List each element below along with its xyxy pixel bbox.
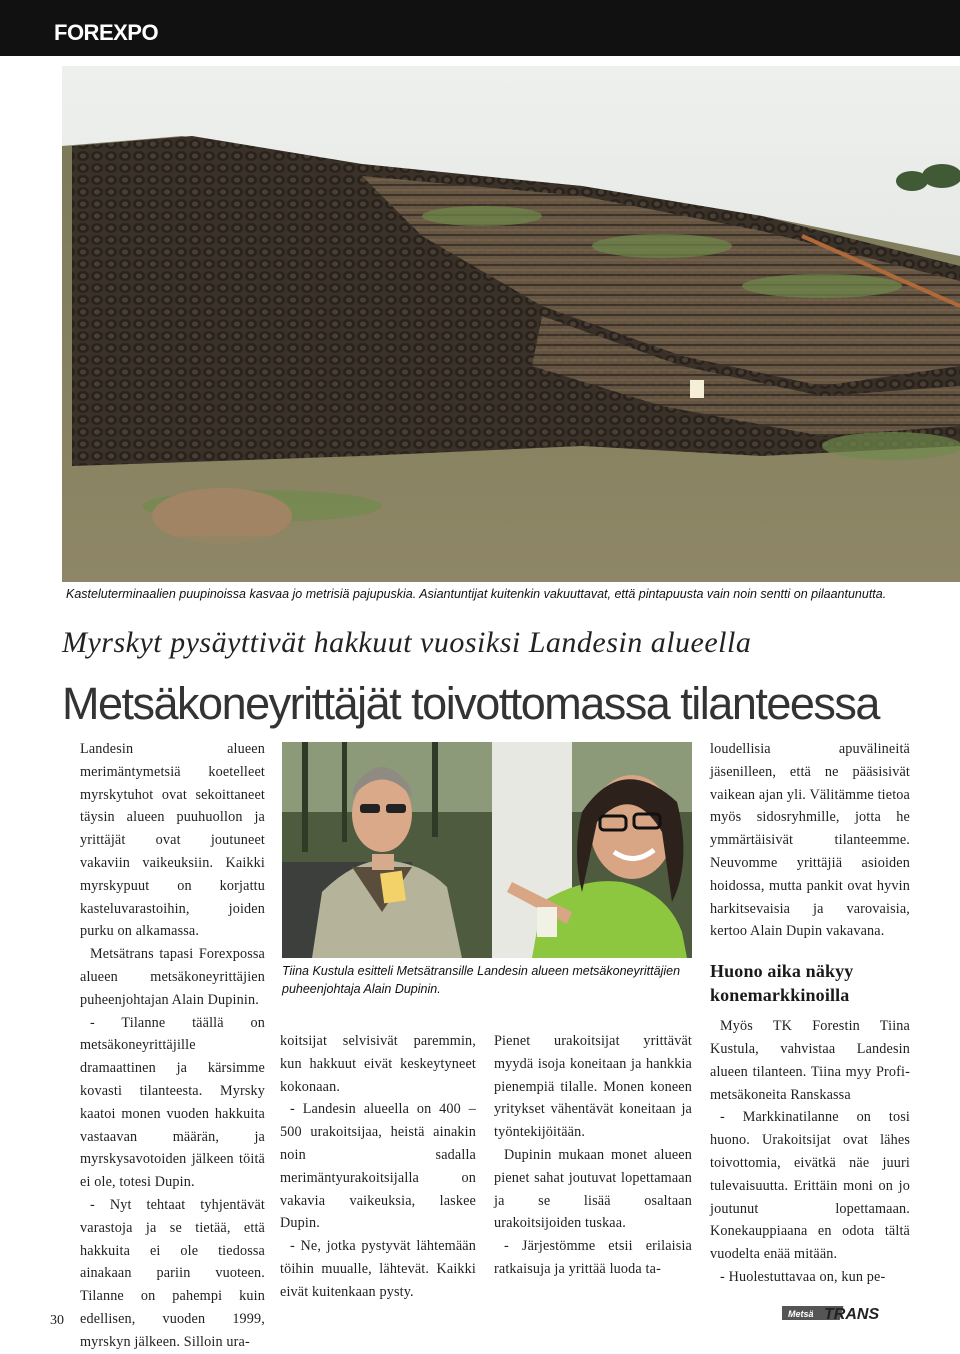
top-photo-caption: Kasteluterminaalien puupinoissa kasvaa jo metrisiä pajupuskia. Asiantuntijat kuitenkin vakuuttavat, että pintapuusta vain noin sentti on pilaantunutta.	[66, 587, 887, 601]
interview-photo-caption: Tiina Kustula esitteli Metsätransille Landesin alueen metsäkoneyrittäjien puheenjohtaja Alain Dupinin.	[282, 964, 681, 996]
paragraph: - Tilanne täällä on metsäkoneyrittäjille dramaattinen ja kärsimme kovasti tilanteesta. Myrsky kaatoi monen vuoden hakkuita vastaavan määrän, ja myrskysavotoiden jälkeen töitä ei ole, totesi Dupin.	[80, 1014, 265, 1191]
article-kicker: Myrskyt pysäyttivät hakkuut vuosiksi Landesin alueella	[62, 626, 752, 659]
metsatrans-logo	[782, 1304, 902, 1322]
article-column-5	[710, 738, 910, 1289]
paragraph: Metsätrans tapasi Forexpossa alueen metsäkoneyrittäjien puheenjohtajan Alain Dupinin.	[80, 946, 265, 1008]
interview-photo	[282, 742, 692, 958]
paragraph: koitsijat selvisivät paremmin, kun hakkuut eivät keskeytyneet kokonaan.	[280, 1033, 476, 1095]
section-label: FOREXPO	[54, 20, 159, 45]
paragraph: Landesin alueen merimäntymetsiä koetelleet myrskytuhot ovat sekoittaneet täysin alueen puuhuollon ja yrittäjät ovat joutuneet vakaviin vaikeuksiin. Kaikki myrskypuut on korjattu kasteluvarastoihin, joiden purku on alkamassa.	[80, 741, 265, 940]
paragraph: - Järjestömme etsii erilaisia ratkaisuja ja yrittää luoda ta-	[494, 1238, 692, 1277]
paragraph: - Huolestuttavaa on, kun pe-	[720, 1268, 886, 1285]
page-number: 30	[50, 1313, 64, 1328]
logo-prefix: Metsä	[788, 1309, 814, 1319]
article-headline: Metsäkoneyrittäjät toivottomassa tilanteessa	[62, 678, 879, 729]
article-subheading: Huono aika näkyy konemarkkinoilla	[710, 961, 854, 1006]
paragraph: - Markkinatilanne on tosi huono. Urakoitsijat ovat lähes toivottomia, eivätkä näe juuri tulevaisuutta. Erittäin moni on jo joutunut lopettamaan. Konekauppiaana en odota tältä vuodelta enää mitään.	[710, 1109, 910, 1263]
logo-main: TRANS	[824, 1306, 880, 1322]
log-piles-photo	[62, 66, 960, 582]
paragraph: Dupinin mukaan monet alueen pienet sahat joutuvat lopettamaan ja se lisää osaltaan urakoitsijoiden tuskaa.	[494, 1146, 692, 1232]
article-column-3	[280, 1030, 476, 1304]
paragraph: - Landesin alueella on 400 – 500 urakoitsijaa, heistä ainakin noin sadalla merimäntyurakoitsijalla on vakavia vaikeuksia, laskee Dupin.	[280, 1101, 476, 1232]
paragraph: - Nyt tehtaat tyhjentävät varastoja ja se tietää, että hakkuita ei ole tiedossa ainakaan pariin vuoteen. Tilanne on pahempi kuin edellisen, vuoden 1999, myrskyn jälkeen. Silloin ura-	[80, 1196, 265, 1350]
section-header-bar	[0, 0, 960, 56]
article-column-1	[80, 738, 265, 1354]
paragraph: - Ne, jotka pystyvät lähtemään töihin muualle, lähtevät. Kaikki eivät kuitenkaan pysty.	[280, 1238, 476, 1300]
paragraph: Pienet urakoitsijat yrittävät myydä isoja koneitaan ja hankkia pienempiä tilalle. Monen koneen yritykset vähentävät koneitaan ja työntekijöitään.	[494, 1033, 692, 1141]
paragraph: Myös TK Forestin Tiina Kustula, vahvistaa Landesin alueen tilanteen. Tiina myy Profi-metsäkoneita Ranskassa	[710, 1018, 910, 1103]
paragraph: loudellisia apuvälineitä jäsenilleen, että ne pääsisivät vaikean ajan yli. Välitämme tietoa myös sidosryhmille, jotta he ymmärtäisivät tilanteemme. Neuvomme yrittäjiä asioiden hoidossa, mutta pankit ovat hyvin harkitsevaisia ja varovaisia, kertoo Alain Dupin vakavana.	[710, 741, 910, 940]
article-column-4	[494, 1030, 692, 1281]
